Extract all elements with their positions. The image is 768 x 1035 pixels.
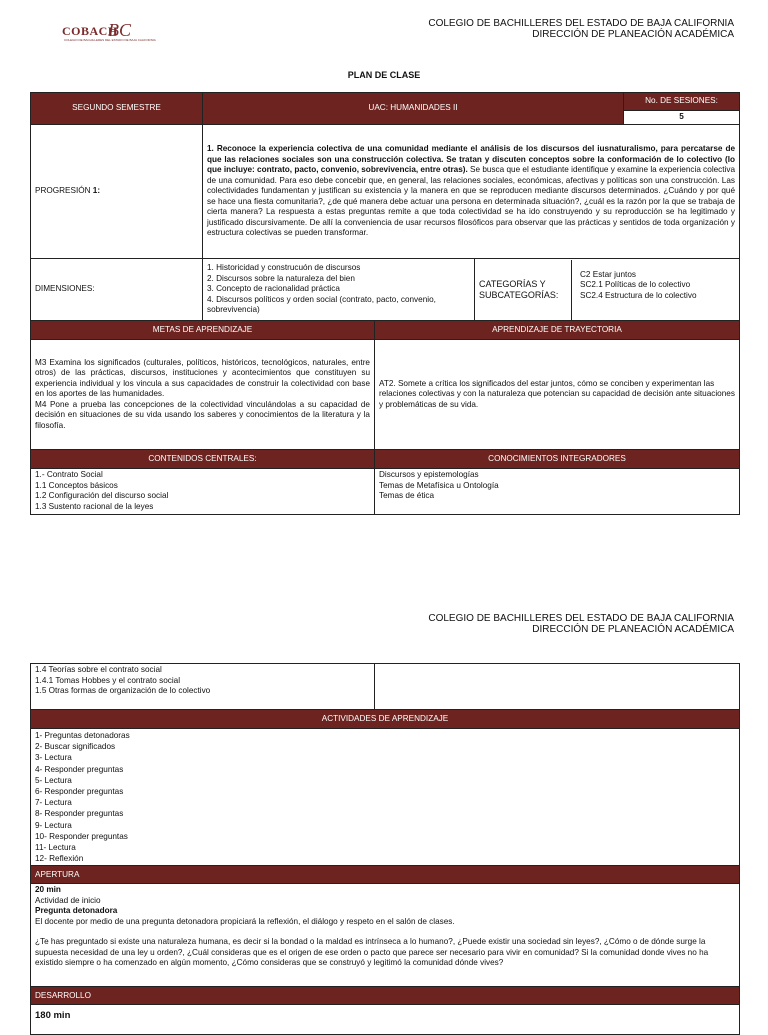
actividad-item: 5- Lectura (35, 775, 72, 785)
meta-m4: M4 Pone a prueba las concepciones de la colectividad vinculándolas a su capacidad de decisión en situaciones de su vida usando los saberes y conocimientos de la literatura y la filosofía. (35, 399, 370, 430)
trayectoria-header: APRENDIZAJE DE TRAYECTORIA (375, 321, 740, 340)
header-institution: COLEGIO DE BACHILLERES DEL ESTADO DE BAJA CALIFORNIA (428, 18, 734, 29)
actividad-item: 4- Responder preguntas (35, 764, 124, 774)
progresion-number: 1: (92, 186, 101, 196)
contenidos-list-continued (31, 664, 375, 710)
metas-content (31, 340, 375, 450)
contenido-item: 1.2 Configuración del discurso social (35, 491, 169, 500)
dimension-item: 2. Discursos sobre la naturaleza del bien (207, 273, 355, 283)
contenidos-list (31, 469, 375, 515)
sesiones-label: No. DE SESIONES: (624, 93, 740, 111)
contenido-item: 1.1 Conceptos básicos (35, 480, 118, 490)
plan-table-main (30, 92, 740, 515)
apertura-time: 20 min (35, 885, 61, 895)
apertura-activity: Actividad de inicio (35, 895, 101, 905)
actividades-list (31, 729, 740, 866)
dimensiones-list (203, 259, 475, 321)
metas-header: METAS DE APRENDIZAJE (31, 321, 375, 340)
contenido-item: 1.5 Otras formas de organización de lo colectivo (35, 686, 211, 695)
desarrollo-content (31, 1005, 740, 1035)
sesiones-value: 5 (624, 111, 740, 125)
contenido-item: 1.- Contrato Social (35, 470, 103, 479)
trayectoria-content: AT2. Somete a crítica los significados del estar juntos, cómo se conciben y experimentan las relaciones colectivas y con la naturaleza que potencian su capacidad de decisión ante situaciones y problemáticas de su vida. (375, 340, 740, 450)
plan-table-continued (30, 663, 740, 1035)
progresion-label (31, 125, 203, 259)
dimension-item: 3. Concepto de racionalidad práctica (207, 284, 340, 294)
conocimiento-item: Temas de Metafísica u Ontología (379, 480, 499, 490)
actividad-item: 1- Preguntas detonadoras (35, 731, 130, 740)
apertura-paragraph-2: ¿Te has preguntado si existe una naturaleza humana, es decir si la bondad o la maldad es intrínseca a lo humano?, ¿Puede existir una sociedad sin leyes?, ¿Cómo o de dónde surge la supuesta necesidad de una ley u orden?, ¿Cuál consideras que es el origen de ese orden o pacto que parece ser necesario para vivir en comunidad? Si la comunidad donde vives no ha existido siempre o ha comenzado en algún momento, ¿Cómo consideras que se construyó y legitimó la comunidad dónde vives? (35, 937, 709, 968)
actividad-item: 2- Buscar significados (35, 742, 116, 752)
page-title: PLAN DE CLASE (347, 70, 421, 80)
contenidos-header: CONTENIDOS CENTRALES: (31, 450, 375, 469)
contenido-item: 1.4.1 Tomas Hobbes y el contrato social (35, 675, 181, 685)
header-institution: COLEGIO DE BACHILLERES DEL ESTADO DE BAJA CALIFORNIA (428, 613, 734, 624)
conocimientos-header: CONOCIMIENTOS INTEGRADORES (375, 450, 740, 469)
categoria-item: C2 Estar juntos (580, 269, 636, 279)
actividad-item: 8- Responder preguntas (35, 809, 124, 819)
uac-cell: UAC: HUMANIDADES II (203, 93, 624, 125)
actividad-item: 6- Responder preguntas (35, 787, 124, 797)
conocimiento-item: Discursos y epistemologías (379, 470, 479, 479)
apertura-subtitle: Pregunta detonadora (35, 906, 118, 916)
categorias-label: CATEGORÍAS Y SUBCATEGORÍAS: (475, 260, 572, 320)
desarrollo-time: 180 min (35, 1010, 71, 1022)
progresion-bold-text: 1. Reconoce la experiencia colectiva de una comunidad mediante el análisis de los discursos del iusnaturalismo, para percatarse de que las relaciones sociales son una construcción colectiva. Se tratan y discuten conceptos sobre la conformación de lo colectivo (lo que incluye: contrato, pacto, convenio, sobrevivencia, entre otras). (207, 144, 736, 175)
apertura-content (31, 884, 740, 987)
dimension-item: 1. Historicidad y construcuón de discursos (207, 263, 361, 273)
actividad-item: 11- Lectura (35, 843, 76, 853)
meta-m3: M3 Examina los significados (culturales, políticos, históricos, tecnológicos, naturales, entre otros) de las prácticas, discursos, instituciones y acontecimientos que constituyen su experiencia individual y los vincula a sus capacidades de construir la colectividad con base en los aportes de las humanidades. (35, 357, 370, 399)
progresion-label-text: PROGRESIÓN (35, 186, 93, 196)
categorias-cell (475, 259, 740, 321)
actividad-item: 12- Reflexión (35, 854, 84, 864)
empty-cell (375, 664, 740, 710)
header-department: DIRECCIÓN DE PLANEACIÓN ACADÉMICA (532, 624, 734, 635)
logo-mark: BC (108, 20, 132, 40)
categoria-item: SC2.4 Estructura de lo colectivo (580, 290, 697, 300)
logo-name: COBACH (62, 24, 118, 38)
page-header (428, 18, 734, 40)
categorias-list (572, 260, 703, 320)
contenido-item: 1.3 Sustento racional de la leyes (35, 501, 154, 511)
actividad-item: 7- Lectura (35, 798, 72, 808)
apertura-header: APERTURA (31, 866, 740, 884)
dimensiones-label: DIMENSIONES: (31, 259, 203, 321)
actividad-item: 10- Responder preguntas (35, 831, 128, 841)
page-header-2 (428, 613, 734, 635)
conocimientos-list (375, 469, 740, 515)
progresion-description (203, 125, 740, 259)
header-department: DIRECCIÓN DE PLANEACIÓN ACADÉMICA (532, 29, 734, 40)
cobach-logo (62, 20, 156, 46)
actividad-item: 3- Lectura (35, 753, 72, 763)
logo-subtitle: COLEGIO DE BACHILLERES DEL ESTADO DE BAJA CALIFORNIA (64, 38, 156, 42)
actividades-header: ACTIVIDADES DE APRENDIZAJE (31, 710, 740, 729)
categoria-item: SC2.1 Políticas de lo colectivo (580, 280, 691, 289)
apertura-paragraph-1: El docente por medio de una pregunta detonadora propiciará la reflexión, el diálogo y respeto en el salón de clases. (35, 916, 455, 926)
progresion-body-text: Se busca que el estudiante identifique y examine la experiencia colectiva de una comunidad. Para eso debe concebir que, en general, las relaciones sociales, económicas, afectivas y políticas son una construcción. Las colectividades fundamentan y justifican su existencia y la manera en que se reproducen mediante discursos determinados. ¿Cuándo y por qué se hace una fiesta comunitaria?, ¿de qué manera debe actuar una persona en determinada situación?, ¿cuál es la razón por la que se trabaja de cierta manera? La respuesta a estas preguntas remite a que toda colectividad se ha ido construyendo y su reproducción se ha legitimado y justificado discursivamente. De allí la conveniencia de usar recursos filosóficos para observar que las prácticas y sentidos de toda organización y estructura colectivas se pueden transformar. (207, 165, 736, 238)
dimension-item: 4. Discursos políticos y orden social (contrato, pacto, convenio, sobrevivencia) (207, 294, 436, 315)
conocimiento-item: Temas de ética (379, 491, 435, 500)
contenido-item: 1.4 Teorías sobre el contrato social (35, 665, 162, 674)
semestre-cell: SEGUNDO SEMESTRE (31, 93, 203, 125)
actividad-item: 9- Lectura (35, 820, 72, 830)
desarrollo-header: DESARROLLO (31, 987, 740, 1005)
